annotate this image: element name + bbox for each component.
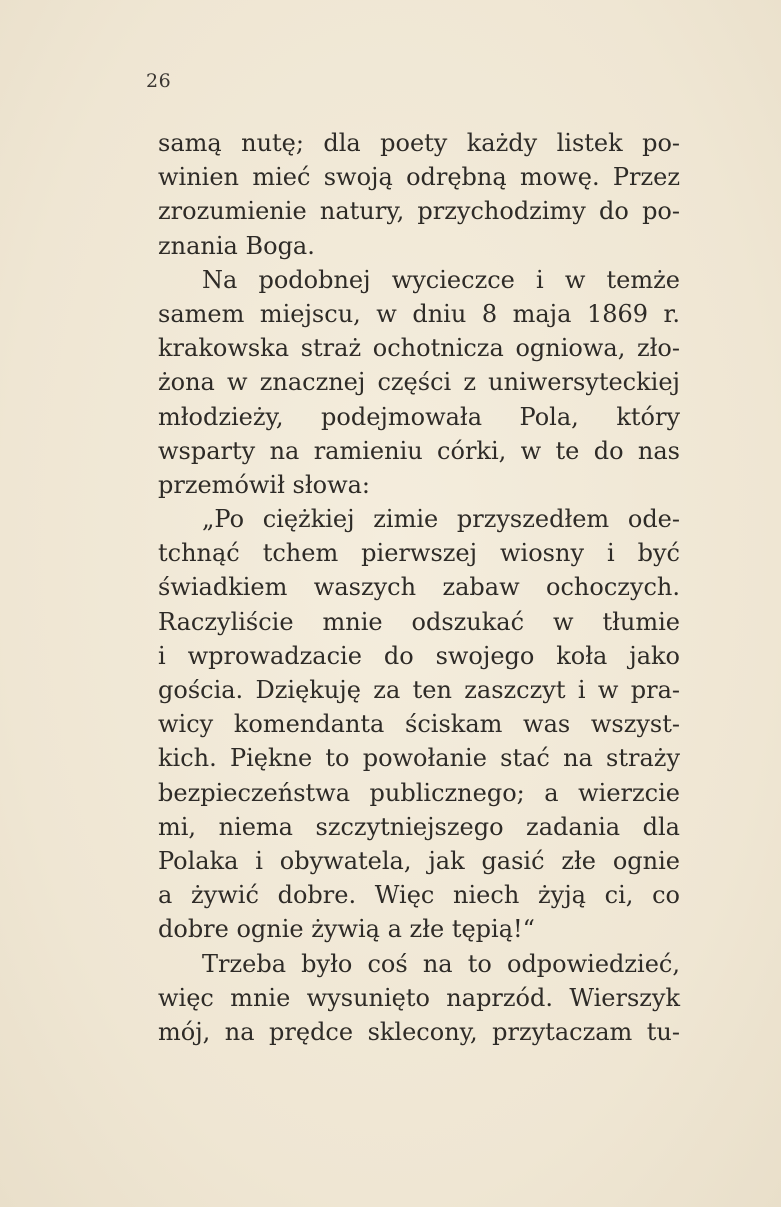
text-line: zrozumienie natury, przychodzimy do po- (158, 197, 680, 226)
text-line: mi, niema szczytniejszego zadania dla (158, 812, 680, 841)
text-line: bezpieczeństwa publicznego; a wierzcie (158, 778, 680, 807)
text-line: dobre ognie żywią a złe tępią!“ (158, 915, 535, 944)
text-line: znania Boga. (158, 231, 315, 260)
text-line: winien mieć swoją odrębną mowę. Przez (158, 163, 680, 192)
text-line: Raczyliście mnie odszukać w tłumie (158, 607, 680, 636)
text-line: młodzieży, podejmowała Pola, który (158, 402, 680, 431)
text-line: więc mnie wysunięto naprzód. Wierszyk (158, 983, 680, 1012)
text-line: mój, na prędce sklecony, przytaczam tu- (158, 1017, 680, 1046)
text-line: samem miejscu, w dniu 8 maja 1869 r. (158, 299, 680, 328)
text-line: Trzeba było coś na to odpowiedzieć, (202, 949, 680, 978)
text-line: „Po ciężkiej zimie przyszedłem ode- (202, 505, 680, 534)
text-line: kich. Piękne to powołanie stać na straży (158, 744, 680, 773)
text-line: Polaka i obywatela, jak gasić złe ognie (158, 846, 680, 875)
text-line: Na podobnej wycieczce i w temże (202, 265, 680, 294)
text-line: wicy komendanta ściskam was wszyst- (158, 710, 680, 739)
text-line: tchnąć tchem pierwszej wiosny i być (158, 539, 680, 568)
text-line: a żywić dobre. Więc niech żyją ci, co (158, 881, 680, 910)
body-text (158, 126, 680, 1049)
text-line: i wprowadzacie do swojego koła jako (158, 641, 680, 670)
text-line: samą nutę; dla poety każdy listek po- (158, 129, 680, 157)
text-line: świadkiem waszych zabaw ochoczych. (158, 573, 680, 602)
text-line: krakowska straż ochotnicza ogniowa, zło- (158, 334, 680, 363)
text-line: przemówił słowa: (158, 470, 371, 499)
text-line: gościa. Dziękuję za ten zaszczyt i w pra- (158, 676, 680, 704)
text-line: wsparty na ramieniu córki, w te do nas (158, 436, 680, 465)
page-number: 26 (146, 70, 172, 92)
text-line: żona w znacznej części z uniwersyteckiej (158, 368, 680, 397)
